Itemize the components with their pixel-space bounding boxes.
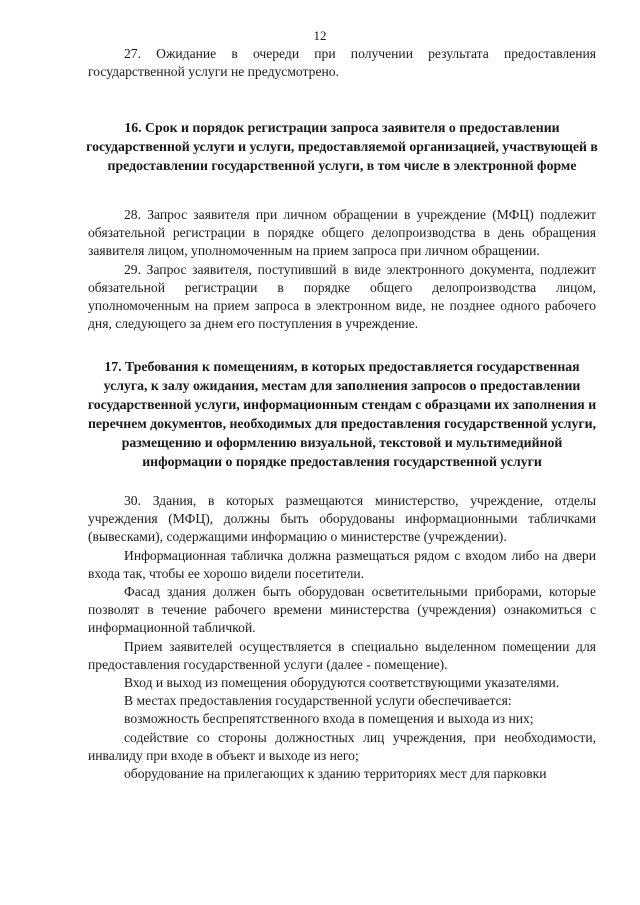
section-16-heading: 16. Срок и порядок регистрации запроса заявителя о предоставлении государственной услуги и услуги, предоставляемой организацией, участвующей в предоставлении государственной услуги, в том числе в электронной форме — [86, 120, 598, 173]
paragraph-info-plate: Информационная табличка должна размещаться рядом с входом либо на двери входа так, чтобы ее хорошо видели посетители. — [88, 547, 596, 581]
section-16-body — [88, 206, 596, 333]
paragraph-reception: Прием заявителей осуществляется в специально выделенном помещении для предоставления государственной услуги (далее - помещение). — [88, 638, 596, 672]
paragraph-30: 30. Здания, в которых размещаются министерство, учреждение, отделы учреждения (МФЦ), должны быть оборудованы информационными табличками (вывесками), содержащими информацию о министерстве (учреждении). — [88, 493, 596, 545]
paragraph-access: возможность беспрепятственного входа в помещения и выхода из них; — [124, 711, 534, 727]
paragraph-27: 27. Ожидание в очереди при получении результата предоставления государственной услуги не предусмотрено. — [88, 46, 596, 80]
paragraph-entrance: Вход и выход из помещения оборудуются соответствующими указателями. — [124, 675, 560, 691]
page-number: 12 — [313, 28, 327, 43]
paragraph-29: 29. Запрос заявителя, поступивший в виде электронного документа, подлежит обязательной регистрации в порядке общего делопроизводства лицом, уполномоченным на прием запроса в электронном виде, не позднее одного рабочего дня, следующего за днем его поступления в учреждение. — [88, 261, 596, 332]
paragraph-provision: В местах предоставления государственной услуги обеспечивается: — [124, 693, 512, 709]
paragraph-28: 28. Запрос заявителя при личном обращении в учреждение (МФЦ) подлежит обязательной регистрации в порядке общего делопроизводства в день обращения заявителя лицом, уполномоченным на прием запроса при личном обращении. — [88, 207, 596, 259]
paragraph-group-top — [88, 45, 596, 81]
paragraph-parking: оборудование на прилегающих к зданию территориях мест для парковки — [124, 766, 547, 782]
section-17-heading: 17. Требования к помещениям, в которых предоставляется государственная услуга, к залу ожидания, местам для заполнения запросов о предоставлении государственной услуги, информационным стендам с образцами их заполнения и перечнем документов, необходимых для предоставления государственной услуги, размещению и оформлению визуальной, текстовой и мультимедийной информации о порядке предоставления государственной услуги — [87, 359, 597, 469]
paragraph-facade: Фасад здания должен быть оборудован осветительными приборами, которые позволят в течение рабочего времени министерства (учреждения) ознакомиться с информационной табличкой. — [88, 584, 596, 636]
section-17-body — [88, 492, 596, 783]
paragraph-assistance: содействие со стороны должностных лиц учреждения, при необходимости, инвалиду при входе в объект и выходе из него; — [88, 729, 596, 763]
